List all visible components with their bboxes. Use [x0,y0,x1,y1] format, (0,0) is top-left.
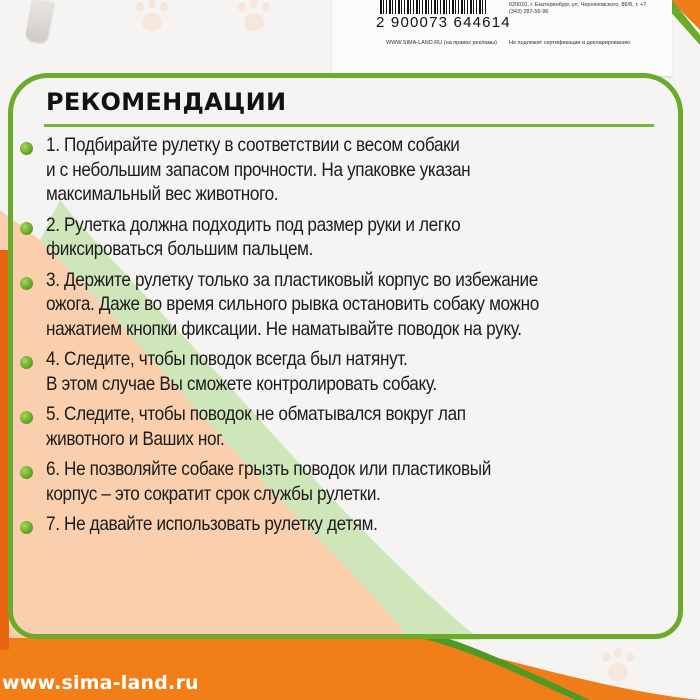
footer-website: www.sima-land.ru [2,672,199,694]
recommendation-line: 7. Не давайте использовать рулетку детям. [46,513,378,535]
green-bullet-icon [20,356,33,369]
recommendation-item-2 [18,213,658,262]
recommendation-line: фиксироваться большим пальцем. [46,238,314,260]
green-bullet-icon [20,411,33,424]
recommendation-line: 6. Не позволяйте собаке грызть поводок или пластиковый [46,458,491,480]
recommendations-list [18,133,658,543]
recommendation-line: 4. Следите, чтобы поводок всегда был натянут. [46,348,408,370]
paw-print-icon [134,0,170,34]
recommendation-line: 1. Подбирайте рулетку в соответствии с весом собаки [46,134,460,156]
green-bullet-icon [20,142,33,155]
recommendation-item-7 [18,512,658,537]
green-bullet-icon [20,222,33,235]
recommendation-line: и с небольшим запасом прочности. На упаковке указан [46,158,471,181]
label-certification-note: Не подлежит сертификации и декларированию [509,40,631,46]
recommendation-line: В этом случае Вы сможете контролировать собаку. [46,372,437,395]
recommendation-item-4 [18,347,658,396]
recommendation-line: нажатием кнопки фиксации. Не наматывайте поводок на руку. [46,317,522,340]
recommendation-line: 3. Держите рулетку только за пластиковый корпус во избежание [46,268,538,291]
green-bullet-icon [20,277,33,290]
title-divider [44,124,654,127]
paw-print-icon [236,0,272,34]
product-label-sticker [332,0,672,77]
recommendations-title: РЕКОМЕНДАЦИИ [46,88,287,116]
recommendation-line: корпус – это сократит срок службы рулетки. [46,482,381,505]
recommendation-line: 2. Рулетка должна подходить под размер руки и легко [46,213,461,236]
barcode-number: 2 900073 644614 [376,14,511,31]
recommendation-line: ожога. Даже во время сильного рывка остановить собаку можно [46,293,539,315]
recommendation-line: животного и Ваших ног. [46,427,225,450]
recommendation-item-6 [18,457,658,506]
green-bullet-icon [20,521,33,534]
recommendation-line: 5. Следите, чтобы поводок не обматывался вокруг лап [46,403,466,425]
recommendation-line: максимальный вес животного. [46,183,279,205]
label-website-note: WWW.SIMA-LAND.RU (на правах рекламы) [386,40,497,46]
recommendation-item-5 [18,402,658,451]
recommendation-item-3 [18,268,658,342]
paw-print-icon [600,650,636,684]
recommendation-item-1 [18,133,658,207]
barcode-graphic [380,0,488,14]
green-bullet-icon [20,466,33,479]
label-address: 620010, г. Екатеринбург, ул. Черняховского, 86/8, т. +7 (343) 287-56-96 [509,2,647,15]
